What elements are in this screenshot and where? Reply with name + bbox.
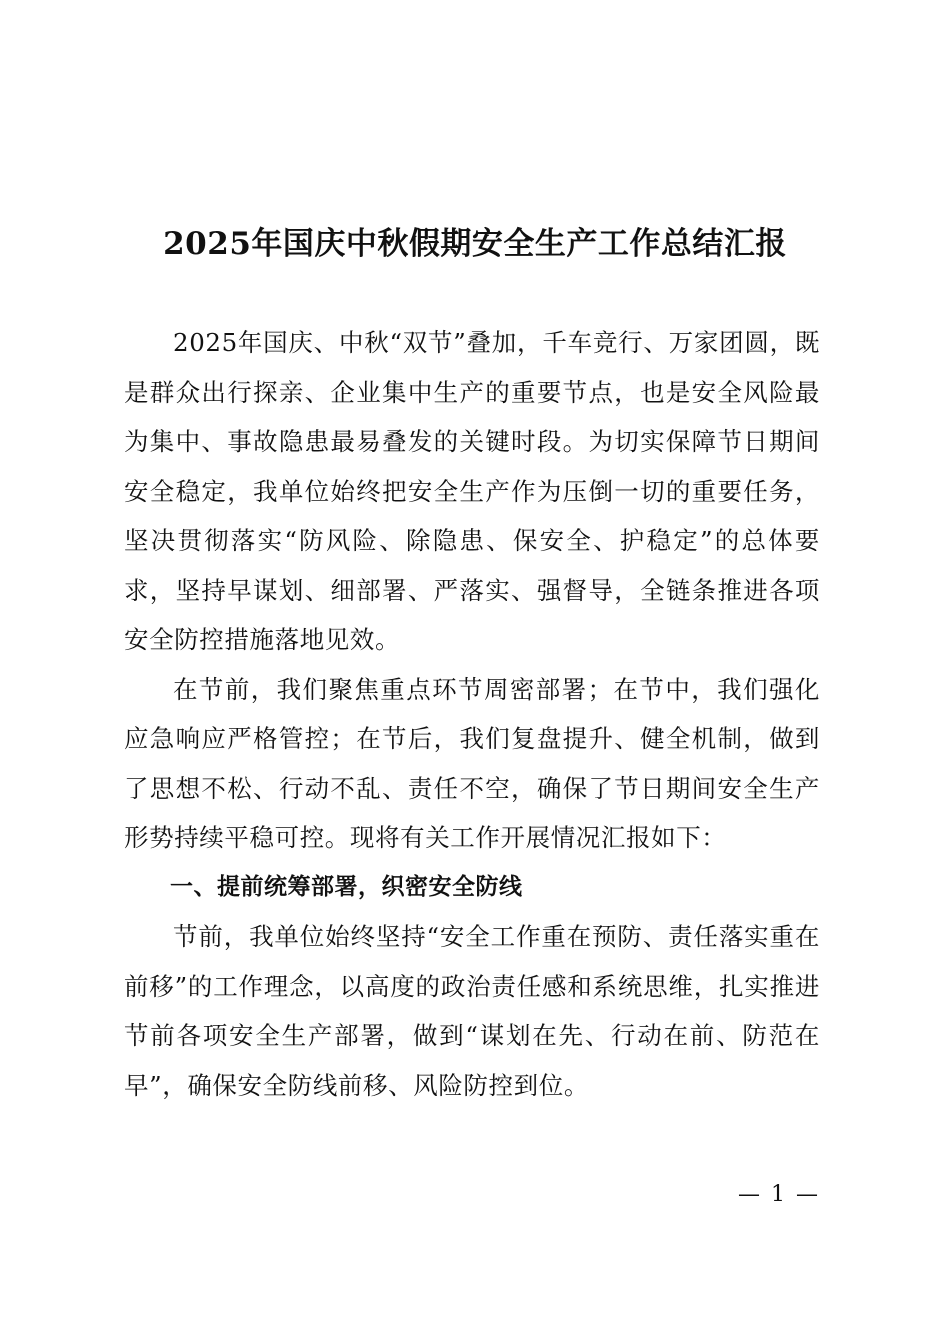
document-title: 2025年国庆中秋假期安全生产工作总结汇报 — [163, 226, 787, 262]
page-number: — 1 — — [738, 1182, 820, 1207]
document-body — [124, 318, 820, 1110]
intro-paragraph-2: 在节前，我们聚焦重点环节周密部署；在节中，我们强化应急响应严格管控；在节后，我们复盘提升、健全机制，做到了思想不松、行动不乱、责任不空，确保了节日期间安全生产形势持续平稳可控。现将有关工作开展情况汇报如下： — [124, 674, 820, 852]
intro-paragraph-1: 2025年国庆、中秋“双节”叠加，千车竞行、万家团圆，既是群众出行探亲、企业集中生产的重要节点，也是安全风险最为集中、事故隐患最易叠发的关键时段。为切实保障节日期间安全稳定，我单位始终把安全生产作为压倒一切的重要任务，坚决贯彻落实“防风险、除隐患、保安全、护稳定”的总体要求，坚持早谋划、细部署、严落实、强督导，全链条推进各项安全防控措施落地见效。 — [124, 328, 820, 654]
section-heading: 一、提前统筹部署，织密安全防线 — [170, 873, 523, 900]
section-paragraph-1: 节前，我单位始终坚持“安全工作重在预防、责任落实重在前移”的工作理念，以高度的政治责任感和系统思维，扎实推进节前各项安全生产部署，做到“谋划在先、行动在前、防范在早”，确保安全防线前移、风险防控到位。 — [124, 922, 820, 1100]
